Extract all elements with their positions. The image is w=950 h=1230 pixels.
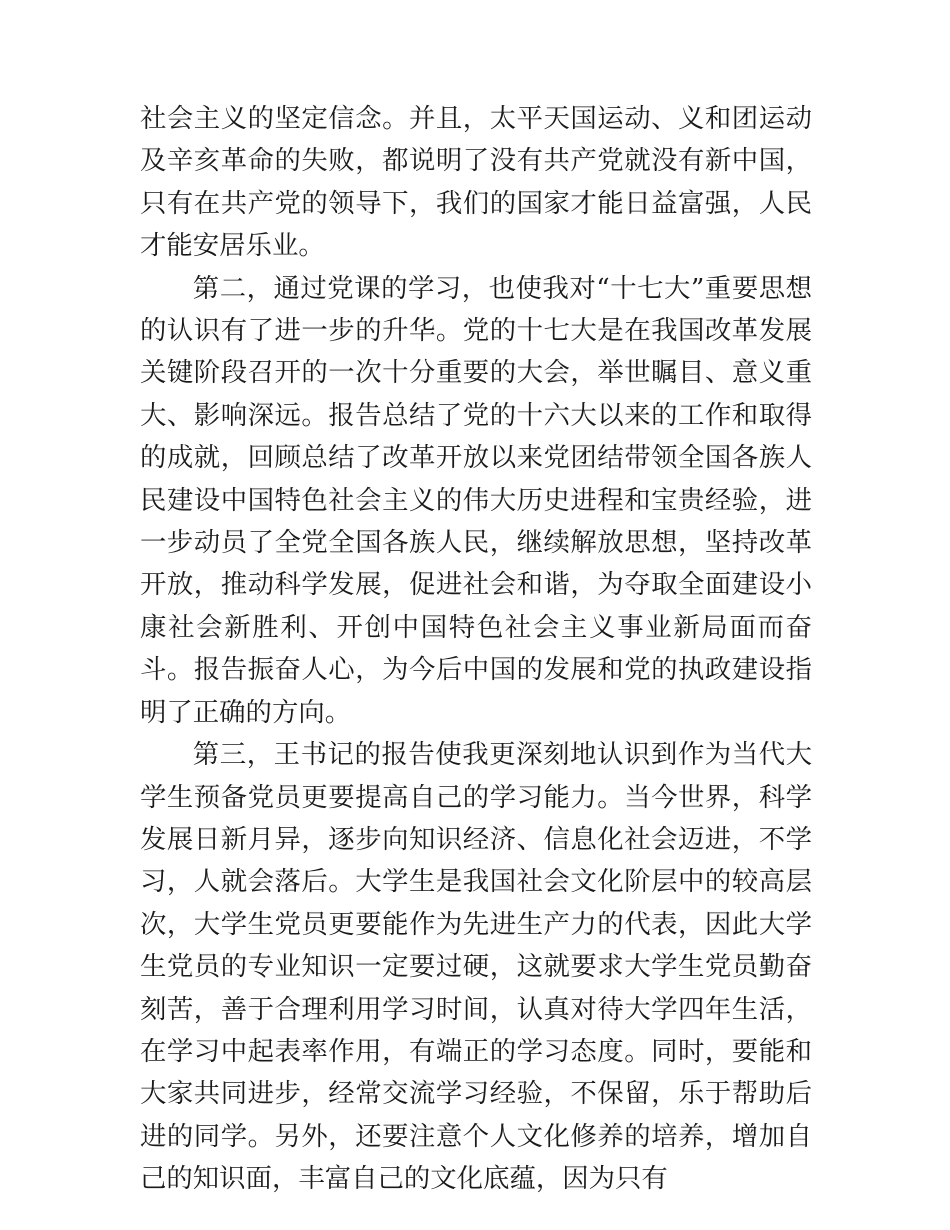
paragraph-1: 社会主义的坚定信念。并且，太平天国运动、义和团运动及辛亥革命的失败，都说明了没有共产党就没有新中国，只有在共产党的领导下，我们的国家才能日益富强，人民才能安居乐业。 <box>140 103 812 262</box>
paragraph-3: 第三，王书记的报告使我更深刻地认识到作为当代大学生预备党员更要提高自己的学习能力。当今世界，科学发展日新月异，逐步向知识经济、信息化社会迈进，不学习，人就会落后。大学生是我国社会文化阶层中的较高层次，大学生党员更要能作为先进生产力的代表，因此大学生党员的专业知识一定要过硬，这就要求大学生党员勤奋刻苦，善于合理利用学习时间，认真对待大学四年生活，在学习中起表率作用，有端正的学习态度。同时，要能和大家共同进步，经常交流学习经验，不保留，乐于帮助后进的同学。另外，还要注意个人文化修养的培养，增加自己的知识面，丰富自己的文化底蕴，因为只有 <box>140 739 812 1195</box>
body-text <box>140 98 812 1201</box>
paragraph-2: 第二，通过党课的学习，也使我对“十七大”重要思想的认识有了进一步的升华。党的十七大是在我国改革发展关键阶段召开的一次十分重要的大会，举世瞩目、意义重大、影响深远。报告总结了党的十六大以来的工作和取得的成就，回顾总结了改革开放以来党团结带领全国各族人民建设中国特色社会主义的伟大历史进程和宝贵经验，进一步动员了全党全国各族人民，继续解放思想，坚持改革开放，推动科学发展，促进社会和谐，为夺取全面建设小康社会新胜利、开创中国特色社会主义事业新局面而奋斗。报告振奋人心，为今后中国的发展和党的执政建设指明了正确的方向。 <box>140 272 812 728</box>
